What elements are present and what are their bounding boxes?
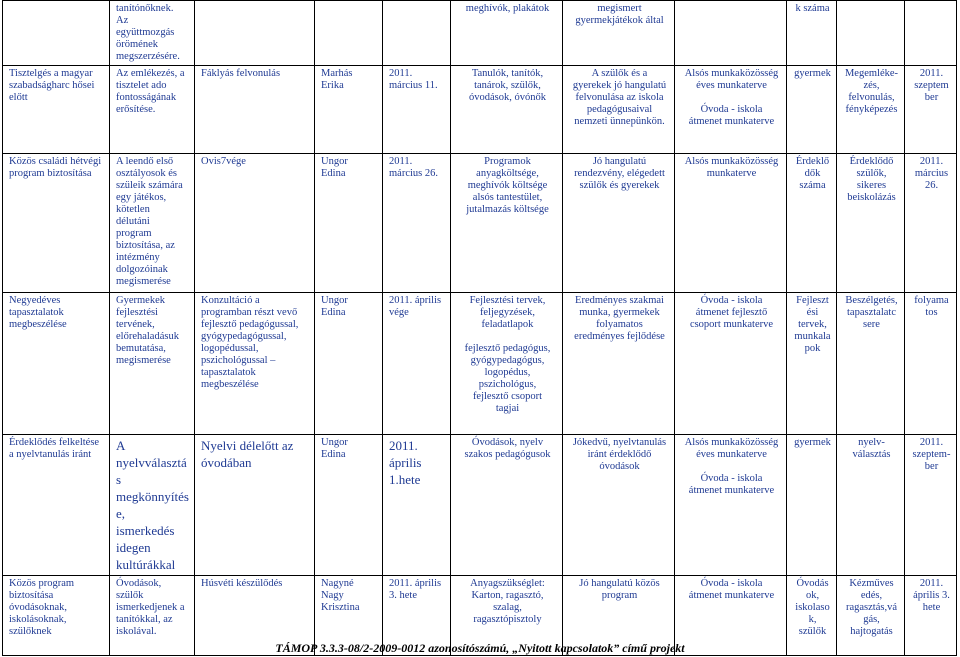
table-cell: Érdeklődés felkeltése a nyelvtanulás iránt [3, 435, 110, 576]
table-cell: Fáklyás felvonulás [195, 66, 315, 154]
table-cell [315, 1, 383, 66]
table-cell: Óvodások, nyelv szakos pedagógusok [451, 435, 563, 576]
table-cell: Negyedéves tapasztalatok megbeszélése [3, 293, 110, 435]
table-cell: Programok anyagköltsége, meghívók költsége alsós tantestület, jutalmazás költsége [451, 154, 563, 293]
table-cell [675, 1, 787, 66]
table-cell [195, 1, 315, 66]
table-cell: 2011. március 26. [383, 154, 451, 293]
table-cell: Tisztelgés a magyar szabadságharc hősei előtt [3, 66, 110, 154]
table-row [3, 154, 957, 293]
table-cell: A leendő első osztályosok és szüleik számára egy játékos, kötetlen délutáni program biztosítása, az intézmény dolgozóinak megismerése [110, 154, 195, 293]
table-cell: 2011. szeptem- ber [905, 435, 957, 576]
table-cell: Érdeklő dők száma [787, 154, 837, 293]
table-row [3, 435, 957, 576]
table-cell: folyama tos [905, 293, 957, 435]
table-cell: Tanulók, tanítók, tanárok, szülők, óvodások, óvónők [451, 66, 563, 154]
table-cell: megismert gyermekjátékok által [563, 1, 675, 66]
table-cell: Nagyné Nagy Krisztina [315, 576, 383, 656]
table-cell: Fejleszt ési tervek, munkala pok [787, 293, 837, 435]
table-cell: Eredményes szakmai munka, gyermekek folyamatos eredményes fejlődése [563, 293, 675, 435]
table-cell: A nyelvválasztás megkönnyítése, ismerkedés idegen kultúrákkal [110, 435, 195, 576]
table-cell: Ungor Edina [315, 293, 383, 435]
table-cell: meghívók, plakátok [451, 1, 563, 66]
table-cell [383, 1, 451, 66]
table-cell: k száma [787, 1, 837, 66]
table-cell: Az emlékezés, a tisztelet ado fontosságának erősítése. [110, 66, 195, 154]
table-cell: Közös családi hétvégi program biztosítása [3, 154, 110, 293]
table-row [3, 66, 957, 154]
footer-project-note: TÁMOP 3.3.3-08/2-2009-0012 azonosítószámú, „Nyitott kapcsolatok” című projekt [275, 641, 685, 655]
table-cell [905, 1, 957, 66]
table-cell: Jókedvű, nyelvtanulás iránt érdeklődő óvodások [563, 435, 675, 576]
table-cell: tanítónőknek. Az együttmozgás örömének megszerzésére. [110, 1, 195, 66]
table-cell: Óvodás ok, iskolaso k, szülők [787, 576, 837, 656]
table-cell: Ungor Edina [315, 435, 383, 576]
table-cell: 2011. április 3. hete [905, 576, 957, 656]
table-cell: Marhás Erika [315, 66, 383, 154]
table-cell: Óvoda - iskola átmenet munkaterve [675, 576, 787, 656]
table-cell: Gyermekek fejlesztési tervének, előrehaladásuk bemutatása, megismerése [110, 293, 195, 435]
table-cell: Anyagszükséglet: Karton, ragasztó, szalag, ragasztópisztoly [451, 576, 563, 656]
table-cell: Érdeklődő szülők, sikeres beiskolázás [837, 154, 905, 293]
table-cell: Alsós munkaközösség munkaterve [675, 154, 787, 293]
table-cell: Nyelvi délelőtt az óvodában [195, 435, 315, 576]
table-cell: Konzultáció a programban részt vevő fejlesztő pedagógussal, gyógypedagógussal, logopédussal, pszichológussal – tapasztalatok megbeszélése [195, 293, 315, 435]
table-cell: Óvoda - iskola átmenet fejlesztő csoport munkaterve [675, 293, 787, 435]
table-cell: Alsós munkaközösség éves munkaterve Óvoda - iskola átmenet munkaterve [675, 435, 787, 576]
table-cell [837, 1, 905, 66]
table-cell: Jó hangulatú rendezvény, elégedett szülők és gyerekek [563, 154, 675, 293]
table-row [3, 1, 957, 66]
table-cell: nyelv- választás [837, 435, 905, 576]
table-cell: Ovis7vége [195, 154, 315, 293]
table-cell: Óvodások, szülők ismerkedjenek a tanítókkal, az iskolával. [110, 576, 195, 656]
table-cell: Kézműves edés, ragasztás,vá gás, hajtogatás [837, 576, 905, 656]
program-table [2, 0, 957, 656]
table-cell: Fejlesztési tervek, feljegyzések, feladatlapok fejlesztő pedagógus, gyógypedagógus, logopédus, pszichológus, fejlesztő csoport tagjai [451, 293, 563, 435]
table-cell: 2011. április 3. hete [383, 576, 451, 656]
table-cell: 2011. április vége [383, 293, 451, 435]
table-cell: Ungor Edina [315, 154, 383, 293]
table-cell: gyermek [787, 435, 837, 576]
table-cell: 2011. április 1.hete [383, 435, 451, 576]
table-cell: gyermek [787, 66, 837, 154]
table-cell: A szülők és a gyerekek jó hangulatú felvonulása az iskola pedagógusaival nemzeti ünnepünkön. [563, 66, 675, 154]
table-cell: Beszélgetés, tapasztalatc sere [837, 293, 905, 435]
table-cell: 2011. március 11. [383, 66, 451, 154]
table-cell: Alsós munkaközösség éves munkaterve Óvoda - iskola átmenet munkaterve [675, 66, 787, 154]
table-cell: 2011. szeptem ber [905, 66, 957, 154]
table-cell: Megemléke- zés, felvonulás, fényképezés [837, 66, 905, 154]
table-cell: Húsvéti készülődés [195, 576, 315, 656]
table-cell [3, 1, 110, 66]
table-cell: 2011. március 26. [905, 154, 957, 293]
table-row [3, 293, 957, 435]
table-cell: Jó hangulatú közös program [563, 576, 675, 656]
table-cell: Közös program biztosítása óvodásoknak, iskolásoknak, szülőknek [3, 576, 110, 656]
